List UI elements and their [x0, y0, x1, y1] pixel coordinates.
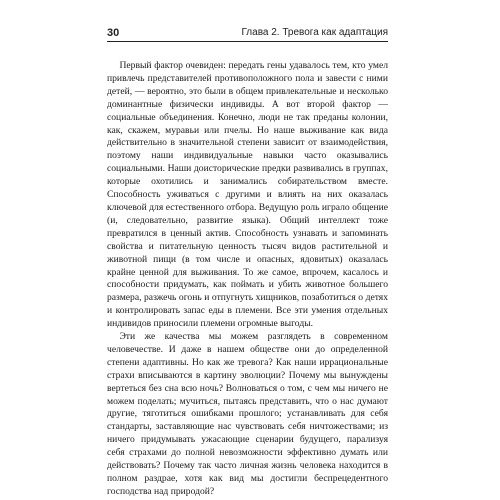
paragraph: Первый фактор очевиден: передать гены удавалось тем, кто умел привлечь представителей противоположного пола и завести с ними детей, — вероятно, это были в общем привлекательные и несколько доминантные физически индивиды. А вот второй фактор — социальные объединения. Конечно, люди не так преданы колонии, как, скажем, муравьи или пчелы. Но наше выживание как вида действительно в значительной степени зависит от взаимодействия, поэтому наши индивидуальные навыки часто оказывались социальными. Наши доисторические предки развивались в группах, которые охотились и занимались собирательством вместе. Способность уживаться с другими и влиять на них оказалась ключевой для естественного отбора. Ведущую роль играло общение (и, следовательно, развитие языка). Общий интеллект тоже превратился в ценный актив. Способность узнавать и запоминать свойства и питательную ценность тысяч видов растительной и животной пищи (в том числе и опасных, ядовитых) оказалась крайне ценной для выживания. То же самое, впрочем, касалось и способности придумать, как поймать и убить животное большего размера, разжечь огонь и отпугнуть хищников, позаботиться о детях и контролировать запас еды в племени. Все эти умения отдельных индивидов приносили племени огромные выгоды. — [107, 60, 388, 330]
running-head: Глава 2. Тревога как адаптация — [241, 27, 388, 38]
page-number: 30 — [107, 27, 120, 39]
paragraph: Эти же качества мы можем разглядеть в современном человечестве. И даже в нашем обществе они до определенной степени адаптивны. Но как же тревога? Как наши иррациональные страхи вписываются в картину эволюции? Почему мы вынуждены вертеться без сна всю ночь? Волноваться о том, с чем мы ничего не можем поделать; мучиться, пытаясь представить, что о нас думают другие, тяготиться ошибками прошлого; устанавливать для себя стандарты, заставляющие нас чувствовать себя ничтожествами; из ничего придумывать ужасающие сценарии будущего, парализуя себя страхами до полной невозможности эффективно думать или действовать? Почему так часто личная жизнь человека находится в полном раздрае, хотя как вид мы достигли беспрецедентного господства над природой? — [107, 331, 388, 497]
body-text — [107, 60, 388, 499]
page-header — [107, 27, 388, 42]
